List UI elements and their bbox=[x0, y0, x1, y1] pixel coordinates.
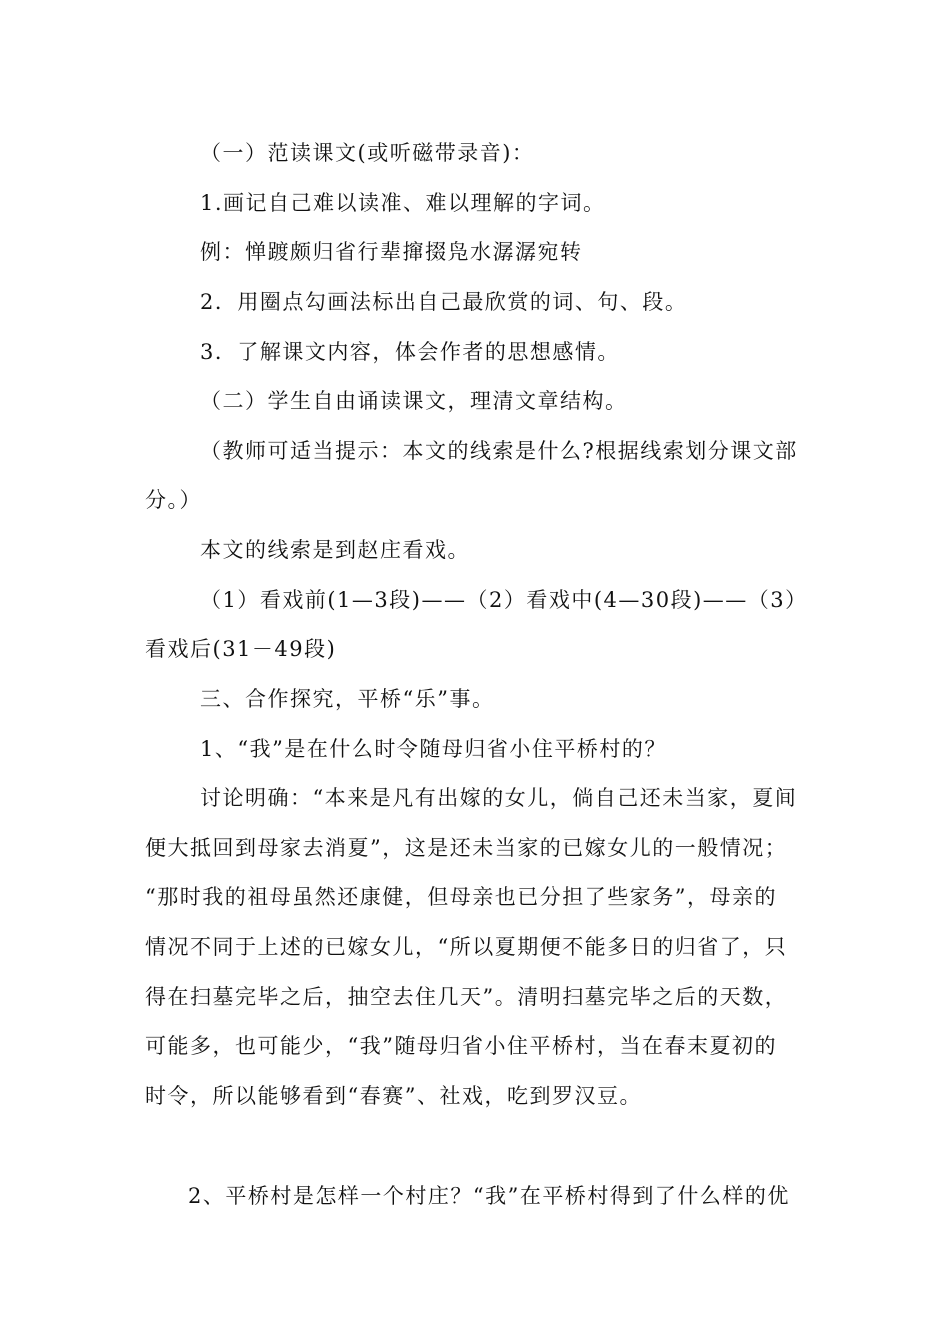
paragraph-line: 得在扫墓完毕之后，抽空去住几天”。清明扫墓完毕之后的天数， bbox=[145, 985, 788, 1009]
paragraph-line: 情况不同于上述的已嫁女儿，“所以夏期便不能多日的归省了，只 bbox=[145, 935, 788, 959]
paragraph-line: 本文的线索是到赵庄看戏。 bbox=[200, 538, 470, 562]
section-heading-2: （二）学生自由诵读课文，理清文章结构。 bbox=[200, 389, 628, 413]
paragraph-line: 例：惮踱颇归省行辈撺掇凫水潺潺宛转 bbox=[200, 240, 583, 264]
section-heading-3: 三、合作探究，平桥“乐”事。 bbox=[200, 687, 495, 711]
paragraph-line: （教师可适当提示：本文的线索是什么?根据线索划分课文部 bbox=[200, 439, 798, 463]
paragraph-line: 看戏后(31－49段) bbox=[145, 637, 337, 661]
paragraph-line: 2．用圈点勾画法标出自己最欣赏的词、句、段。 bbox=[200, 290, 688, 314]
paragraph-line: 讨论明确：“本来是凡有出嫁的女儿，倘自己还未当家，夏间 bbox=[200, 786, 798, 810]
paragraph-line: 分。） bbox=[145, 488, 202, 512]
section-heading-1: （一）范读课文(或听磁带录音)： bbox=[200, 141, 535, 165]
paragraph-line: 1.画记自己难以读准、难以理解的字词。 bbox=[200, 191, 606, 215]
paragraph-line: （1）看戏前(1—3段)——（2）看戏中(4—30段)——（3） bbox=[200, 588, 808, 612]
question-2: 2、平桥村是怎样一个村庄？“我”在平桥村得到了什么样的优 bbox=[188, 1184, 790, 1208]
question-1: 1、“我”是在什么时令随母归省小住平桥村的？ bbox=[200, 737, 667, 761]
paragraph-line: 便大抵回到母家去消夏”，这是还未当家的已嫁女儿的一般情况； bbox=[145, 836, 788, 860]
paragraph-line: 时令，所以能够看到“春赛”、社戏，吃到罗汉豆。 bbox=[145, 1084, 642, 1108]
paragraph-line: “那时我的祖母虽然还康健，但母亲也已分担了些家务”，母亲的 bbox=[145, 885, 777, 909]
paragraph-line: 3．了解课文内容，体会作者的思想感情。 bbox=[200, 340, 620, 364]
paragraph-line: 可能多，也可能少，“我”随母归省小住平桥村，当在春末夏初的 bbox=[145, 1034, 777, 1058]
